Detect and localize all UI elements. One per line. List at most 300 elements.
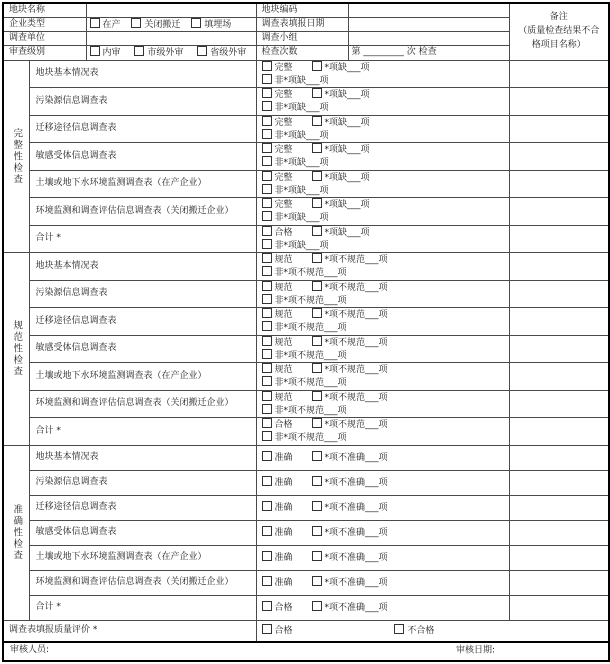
checkbox-icon[interactable]	[134, 46, 144, 56]
checkbox-icon[interactable]	[262, 129, 272, 139]
checkbox-icon[interactable]	[262, 211, 272, 221]
check-row	[3, 363, 609, 391]
checkbox-option[interactable]	[312, 61, 445, 74]
checkbox-option[interactable]	[262, 363, 312, 376]
remark-cell[interactable]	[509, 198, 609, 226]
checkbox-option[interactable]	[262, 88, 312, 101]
result-options	[256, 143, 509, 171]
checkbox-option[interactable]	[262, 576, 312, 589]
option-label: *项不准确___项	[324, 527, 388, 538]
option-label: 非*项不规范___项	[274, 405, 347, 416]
option-label: 准确	[274, 477, 293, 488]
check-times-label: 检查次数	[256, 46, 348, 60]
section-label-completeness	[3, 60, 29, 253]
checkbox-icon[interactable]	[312, 171, 322, 181]
remark-cell[interactable]	[509, 363, 609, 391]
checkbox-option[interactable]	[312, 253, 445, 266]
remark-cell[interactable]	[509, 545, 609, 570]
result-options	[256, 88, 509, 116]
form-name: 污染源信息调查表	[29, 470, 256, 495]
checkbox-icon[interactable]	[312, 143, 322, 153]
option-label: *项缺___项	[324, 172, 370, 183]
checkbox-option[interactable]	[262, 451, 312, 464]
review-level-label: 审查级别	[3, 46, 86, 60]
checkbox-icon[interactable]	[90, 18, 100, 28]
checkbox-icon[interactable]	[191, 18, 201, 28]
check-row	[3, 570, 609, 595]
check-row	[3, 520, 609, 545]
form-name: 地块基本情况表	[29, 60, 256, 88]
checkbox-option[interactable]	[262, 418, 312, 431]
checkbox-option[interactable]	[90, 46, 121, 59]
checkbox-icon[interactable]	[262, 294, 272, 304]
checkbox-icon[interactable]	[312, 116, 322, 126]
checkbox-option[interactable]	[262, 253, 312, 266]
survey-unit-value[interactable]	[86, 32, 256, 46]
remark-cell[interactable]	[509, 595, 609, 620]
checkbox-option[interactable]	[312, 336, 445, 349]
checkbox-icon[interactable]	[312, 576, 322, 586]
form-name: 迁移途径信息调查表	[29, 495, 256, 520]
checkbox-option[interactable]	[312, 526, 445, 539]
check-row	[3, 418, 609, 446]
option-label: 准确	[274, 452, 293, 463]
checkbox-option[interactable]	[262, 404, 347, 417]
form-name: 环境监测和调查评估信息调查表（关闭搬迁企业）	[29, 198, 256, 226]
report-date-value[interactable]	[348, 18, 509, 32]
checkbox-icon[interactable]	[262, 526, 272, 536]
checkbox-option[interactable]	[262, 551, 312, 564]
checkbox-icon[interactable]	[262, 226, 272, 236]
checkbox-icon[interactable]	[312, 198, 322, 208]
checkbox-option[interactable]	[262, 281, 312, 294]
section-vertical-label: 规范性检查	[11, 320, 23, 378]
option-label: 准确	[274, 552, 293, 563]
option-label: 非*项缺___项	[274, 158, 329, 169]
checkbox-icon[interactable]	[262, 376, 272, 386]
checkbox-option[interactable]	[312, 418, 445, 431]
checkbox-icon[interactable]	[197, 46, 207, 56]
signature-row	[3, 642, 609, 661]
result-options	[256, 595, 509, 620]
checkbox-icon[interactable]	[262, 101, 272, 111]
option-label: 非*项缺___项	[274, 75, 329, 86]
checkbox-option[interactable]	[312, 143, 445, 156]
checkbox-icon[interactable]	[312, 88, 322, 98]
checkbox-option[interactable]	[262, 116, 312, 129]
checkbox-icon[interactable]	[262, 61, 272, 71]
checkbox-icon[interactable]	[262, 184, 272, 194]
checkbox-icon[interactable]	[312, 391, 322, 401]
checkbox-option[interactable]	[312, 391, 445, 404]
option-label: 完整	[274, 145, 293, 155]
form-name: 污染源信息调查表	[29, 88, 256, 116]
checkbox-option[interactable]	[262, 294, 347, 307]
option-label: *项不准确___项	[324, 502, 388, 513]
checkbox-option[interactable]	[262, 226, 312, 239]
option-label: 关闭搬迁	[144, 20, 181, 30]
checkbox-icon[interactable]	[262, 88, 272, 98]
checkbox-option[interactable]	[312, 281, 445, 294]
checkbox-option[interactable]	[262, 129, 329, 142]
checkbox-icon[interactable]	[312, 281, 322, 291]
checkbox-icon[interactable]	[262, 198, 272, 208]
site-name-label: 地块名称	[3, 3, 86, 18]
remark-cell[interactable]	[509, 115, 609, 143]
check-row	[3, 595, 609, 620]
checkbox-icon[interactable]	[262, 156, 272, 166]
checkbox-icon[interactable]	[262, 391, 272, 401]
option-label: 准确	[274, 577, 293, 588]
checkbox-option[interactable]	[262, 184, 329, 197]
form-name: 敏感受体信息调查表	[29, 335, 256, 363]
checkbox-option[interactable]	[394, 624, 434, 637]
option-label: 非*项缺___项	[274, 130, 329, 141]
checkbox-icon[interactable]	[312, 61, 322, 71]
checkbox-icon[interactable]	[262, 476, 272, 486]
remark-cell[interactable]	[509, 88, 609, 116]
checkbox-option[interactable]	[262, 101, 329, 114]
result-options	[256, 253, 509, 281]
review-date-label: 审核日期:	[456, 645, 496, 656]
checkbox-icon[interactable]	[262, 624, 272, 634]
form-name: 合计 *	[29, 595, 256, 620]
remark-cell[interactable]	[509, 280, 609, 308]
checkbox-icon[interactable]	[262, 116, 272, 126]
checkbox-option[interactable]	[262, 349, 347, 362]
checkbox-icon[interactable]	[394, 624, 404, 634]
option-label: 规范	[274, 310, 293, 320]
checkbox-option[interactable]	[312, 451, 445, 464]
option-label: 准确	[274, 527, 293, 538]
section-label-accuracy	[3, 445, 29, 620]
remark-cell[interactable]	[509, 445, 609, 470]
checkbox-icon[interactable]	[262, 74, 272, 84]
check-row	[3, 198, 609, 226]
option-label: 完整	[274, 200, 293, 210]
checkbox-icon[interactable]	[262, 418, 272, 428]
checkbox-icon[interactable]	[312, 526, 322, 536]
option-label: 内审	[102, 48, 121, 59]
checkbox-option[interactable]	[262, 476, 312, 489]
check-row	[3, 545, 609, 570]
option-label: *项缺___项	[324, 227, 370, 238]
remark-cell[interactable]	[509, 170, 609, 198]
form-table	[2, 2, 610, 662]
check-row	[3, 390, 609, 418]
checkbox-icon[interactable]	[262, 551, 272, 561]
option-label: *项不规范___项	[324, 282, 388, 293]
checkbox-icon[interactable]	[312, 253, 322, 263]
checkbox-option[interactable]	[191, 18, 231, 31]
check-row	[3, 308, 609, 336]
checkbox-option[interactable]	[312, 576, 445, 589]
form-name: 迁移途径信息调查表	[29, 115, 256, 143]
option-label: 完整	[274, 172, 293, 183]
remark-cell[interactable]	[509, 225, 609, 253]
remark-cell[interactable]	[509, 60, 609, 88]
option-label: 非*项缺___项	[274, 240, 329, 251]
option-label: 在产	[102, 20, 121, 30]
option-label: 完整	[274, 117, 293, 128]
checkbox-option[interactable]	[312, 88, 445, 101]
checkbox-option[interactable]	[312, 171, 445, 184]
checkbox-icon[interactable]	[262, 171, 272, 181]
checkbox-option[interactable]	[262, 266, 347, 279]
checkbox-icon[interactable]	[262, 363, 272, 373]
checkbox-icon[interactable]	[262, 451, 272, 461]
checkbox-option[interactable]	[197, 46, 246, 59]
checkbox-option[interactable]	[312, 501, 445, 514]
checkbox-option[interactable]	[90, 18, 121, 31]
form-name: 地块基本情况表	[29, 253, 256, 281]
option-label: 非*项不规范___项	[274, 295, 347, 306]
survey-team-value[interactable]	[348, 32, 509, 46]
checkbox-icon[interactable]	[312, 363, 322, 373]
check-row	[3, 335, 609, 363]
option-label: 规范	[274, 282, 293, 293]
option-label: *项不规范___项	[324, 365, 388, 375]
form-name: 敏感受体信息调查表	[29, 520, 256, 545]
enterprise-type-label: 企业类型	[3, 18, 86, 32]
checkbox-option[interactable]	[262, 376, 347, 389]
remark-cell[interactable]	[509, 308, 609, 336]
result-options	[256, 445, 509, 470]
option-label: 非*项缺___项	[274, 213, 329, 224]
check-row	[3, 88, 609, 116]
section-vertical-label: 准确性检查	[11, 503, 23, 562]
remark-cell[interactable]	[509, 335, 609, 363]
checkbox-icon[interactable]	[262, 404, 272, 414]
checkbox-option[interactable]	[131, 18, 180, 31]
remark-cell[interactable]	[509, 253, 609, 281]
option-label: 合格	[274, 602, 293, 613]
form-name: 环境监测和调查评估信息调查表（关闭搬迁企业）	[29, 570, 256, 595]
checkbox-icon[interactable]	[262, 239, 272, 249]
option-label: 合格	[274, 420, 293, 430]
survey-unit-label: 调查单位	[3, 32, 86, 46]
checkbox-icon[interactable]	[312, 501, 322, 511]
result-options	[256, 308, 509, 336]
quality-eval-label: 调查表填报质量评价 *	[3, 620, 256, 642]
option-label: *项不规范___项	[324, 392, 388, 403]
checkbox-icon[interactable]	[262, 281, 272, 291]
checkbox-icon[interactable]	[262, 321, 272, 331]
remark-cell[interactable]	[509, 495, 609, 520]
checkbox-icon[interactable]	[312, 336, 322, 346]
option-label: *项不准确___项	[324, 552, 388, 563]
check-body	[3, 60, 609, 620]
checkbox-option[interactable]	[262, 321, 347, 334]
result-options	[256, 60, 509, 88]
check-row	[3, 115, 609, 143]
check-row	[3, 225, 609, 253]
checkbox-option[interactable]	[262, 501, 312, 514]
option-label: *项不规范___项	[324, 255, 388, 265]
survey-team-label: 调查小组	[256, 32, 348, 46]
form-name: 环境监测和调查评估信息调查表（关闭搬迁企业）	[29, 390, 256, 418]
option-label: *项不准确___项	[324, 452, 388, 463]
site-name-value[interactable]	[86, 3, 256, 18]
result-options	[256, 198, 509, 226]
quality-eval-options	[256, 620, 609, 642]
checkbox-option[interactable]	[262, 211, 329, 224]
checkbox-icon[interactable]	[262, 576, 272, 586]
result-options	[256, 390, 509, 418]
result-options	[256, 545, 509, 570]
checkbox-icon[interactable]	[262, 143, 272, 153]
option-label: 完整	[274, 62, 293, 73]
checkbox-option[interactable]	[262, 391, 312, 404]
remark-cell[interactable]	[509, 418, 609, 446]
checkbox-icon[interactable]	[262, 431, 272, 441]
result-options	[256, 495, 509, 520]
checkbox-icon[interactable]	[312, 451, 322, 461]
result-options	[256, 170, 509, 198]
checkbox-icon[interactable]	[312, 601, 322, 611]
checkbox-icon[interactable]	[312, 551, 322, 561]
option-label: 不合格	[407, 625, 435, 636]
result-options	[256, 418, 509, 446]
site-code-label: 地块编码	[256, 3, 348, 18]
option-label: *项缺___项	[324, 117, 370, 128]
result-options	[256, 115, 509, 143]
option-label: 规范	[274, 337, 293, 348]
option-label: 非*项缺___项	[274, 103, 329, 114]
checkbox-icon[interactable]	[262, 336, 272, 346]
checkbox-option[interactable]	[312, 476, 445, 489]
checkbox-option[interactable]	[262, 74, 329, 87]
check-row	[3, 170, 609, 198]
report-date-label: 调查表填报日期	[256, 18, 348, 32]
checkbox-option[interactable]	[312, 308, 445, 321]
checkbox-icon[interactable]	[262, 501, 272, 511]
checkbox-option[interactable]	[262, 601, 312, 614]
checkbox-option[interactable]	[312, 226, 445, 239]
form-name: 地块基本情况表	[29, 445, 256, 470]
checkbox-icon[interactable]	[262, 308, 272, 318]
checkbox-option[interactable]	[262, 526, 312, 539]
site-code-value[interactable]	[348, 3, 509, 18]
reviewer-label: 审核人员:	[10, 645, 50, 656]
checkbox-option[interactable]	[262, 239, 329, 252]
form-name: 合计 *	[29, 225, 256, 253]
checkbox-option[interactable]	[312, 601, 445, 614]
remark-cell[interactable]	[509, 390, 609, 418]
check-row	[3, 445, 609, 470]
check-times-value[interactable]: 第 _________ 次 检查	[348, 46, 509, 60]
checkbox-option[interactable]	[262, 171, 312, 184]
option-label: 规范	[274, 365, 293, 375]
check-row	[3, 280, 609, 308]
check-row	[3, 143, 609, 171]
checkbox-icon[interactable]	[262, 349, 272, 359]
checkbox-option[interactable]	[262, 61, 312, 74]
option-label: *项缺___项	[324, 62, 370, 73]
checkbox-option[interactable]	[262, 156, 329, 169]
checkbox-icon[interactable]	[312, 418, 322, 428]
checkbox-option[interactable]	[262, 308, 312, 321]
option-label: 非*项不规范___项	[274, 350, 347, 361]
checkbox-option[interactable]	[312, 551, 445, 564]
remark-cell[interactable]	[509, 570, 609, 595]
checkbox-icon[interactable]	[262, 253, 272, 263]
option-label: 合格	[274, 625, 293, 636]
enterprise-type-options	[86, 18, 256, 32]
check-row	[3, 495, 609, 520]
checkbox-icon[interactable]	[131, 18, 141, 28]
result-options	[256, 363, 509, 391]
checkbox-icon[interactable]	[312, 476, 322, 486]
form-name: 土壤或地下水环境监测调查表（在产企业）	[29, 170, 256, 198]
option-label: 规范	[274, 255, 293, 265]
check-row	[3, 253, 609, 281]
checkbox-option[interactable]	[262, 198, 312, 211]
form-name: 敏感受体信息调查表	[29, 143, 256, 171]
review-level-options	[86, 46, 256, 60]
checkbox-icon[interactable]	[312, 226, 322, 236]
checkbox-icon[interactable]	[90, 46, 100, 56]
form-name: 迁移途径信息调查表	[29, 308, 256, 336]
checkbox-option[interactable]	[262, 143, 312, 156]
form-name: 土壤或地下水环境监测调查表（在产企业）	[29, 363, 256, 391]
section-label-standardization	[3, 253, 29, 446]
option-label: *项缺___项	[324, 90, 370, 100]
remark-title: 备注	[549, 11, 568, 22]
option-label: *项不准确___项	[324, 602, 388, 613]
form-name: 合计 *	[29, 418, 256, 446]
checkbox-option[interactable]	[312, 116, 445, 129]
result-options	[256, 225, 509, 253]
option-label: 非*项不规范___项	[274, 268, 347, 279]
check-row	[3, 60, 609, 88]
option-label: 合格	[274, 227, 293, 238]
checkbox-option[interactable]	[312, 198, 445, 211]
option-label: *项缺___项	[324, 145, 370, 155]
option-label: 市级外审	[147, 48, 184, 59]
checkbox-option[interactable]	[134, 46, 183, 59]
option-label: 非*项不规范___项	[274, 323, 347, 334]
option-label: *项不准确___项	[324, 577, 388, 588]
form-name: 污染源信息调查表	[29, 280, 256, 308]
checkbox-icon[interactable]	[262, 601, 272, 611]
result-options	[256, 335, 509, 363]
remark-header	[509, 3, 609, 60]
checkbox-option[interactable]	[262, 624, 392, 637]
checkbox-option[interactable]	[312, 363, 445, 376]
option-label: *项不规范___项	[324, 310, 388, 320]
remark-cell[interactable]	[509, 520, 609, 545]
checkbox-icon[interactable]	[262, 266, 272, 276]
remark-cell[interactable]	[509, 470, 609, 495]
option-label: *项不规范___项	[324, 337, 388, 348]
result-options	[256, 570, 509, 595]
remark-cell[interactable]	[509, 143, 609, 171]
option-label: 规范	[274, 392, 293, 403]
checkbox-option[interactable]	[262, 431, 347, 444]
checkbox-option[interactable]	[262, 336, 312, 349]
option-label: *项不准确___项	[324, 477, 388, 488]
form-name: 土壤或地下水环境监测调查表（在产企业）	[29, 545, 256, 570]
option-label: *项不规范___项	[324, 420, 388, 430]
result-options	[256, 520, 509, 545]
check-row	[3, 470, 609, 495]
result-options	[256, 470, 509, 495]
option-label: 非*项缺___项	[274, 185, 329, 196]
checkbox-icon[interactable]	[312, 308, 322, 318]
option-label: 准确	[274, 502, 293, 513]
option-label: 填埋场	[204, 20, 232, 30]
